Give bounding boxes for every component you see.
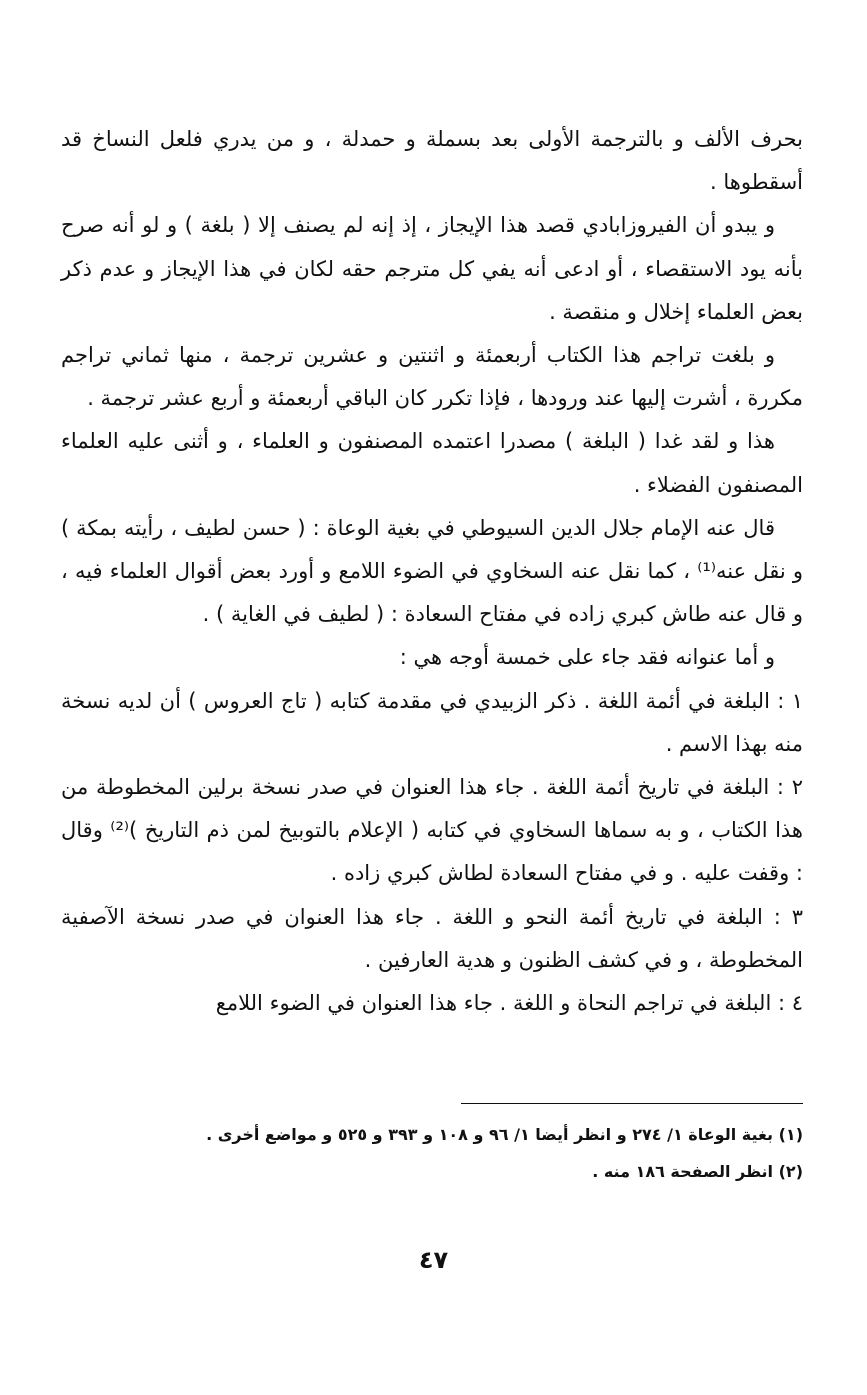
page-number: ٤٧ xyxy=(418,1246,449,1274)
footnote-2: (٢) انظر الصفحة ١٨٦ منه . xyxy=(592,1162,803,1181)
paragraph-title-intro: و أما عنوانه فقد جاء على خمسة أوجه هي : xyxy=(399,645,775,670)
footnote-divider xyxy=(461,1103,803,1104)
paragraph-reception: هذا و لقد غدا ( البلغة ) مصدرا اعتمده المصنفون و العلماء ، و أثنى عليه العلماء المصنفون الفضلاء . xyxy=(61,429,803,497)
footnote-1: (١) بغية الوعاة ١/ ٢٧٤ و انظر أيضا ١/ ٩٦ و ١٠٨ و ٣٩٣ و ٥٢٥ و مواضع أخرى . xyxy=(206,1125,803,1144)
list-item-title-2: ٢ : البلغة في تاريخ أئمة اللغة . جاء هذا العنوان في صدر نسخة برلين المخطوطة من هذا الكتاب ، و به سماها السخاوي في كتابه ( الإعلام بالتوبيخ لمن ذم التاريخ )⁽²⁾ وقال : وقفت عليه . و في مفتاح السعادة لطاش كبري زاده . xyxy=(61,775,803,886)
list-item-title-4: ٤ : البلغة في تراجم النحاة و اللغة . جاء هذا العنوان في الضوء اللامع xyxy=(215,991,803,1016)
body-text xyxy=(61,118,803,1025)
list-item-title-1: ١ : البلغة في أئمة اللغة . ذكر الزبيدي في مقدمة كتابه ( تاج العروس ) أن لديه نسخة منه بهذا الاسم . xyxy=(61,688,803,756)
paragraph-fairuzabadi-brevity: و يبدو أن الفيروزابادي قصد هذا الإيجاز ، إذ إنه لم يصنف إلا ( بلغة ) و لو أنه صرح بأنه يود الاستقصاء ، أو ادعى أنه يفي كل مترجم حقه لكان في هذا الإيجاز و عدم ذكر بعض العلماء إخلال و منقصة . xyxy=(61,213,803,324)
footnotes xyxy=(61,1116,803,1190)
list-item-title-3: ٣ : البلغة في تاريخ أئمة النحو و اللغة . جاء هذا العنوان في صدر نسخة الآصفية المخطوطة ، و في كشف الظنون و هدية العارفين . xyxy=(61,904,803,972)
paragraph-suyuti-quote: قال عنه الإمام جلال الدين السيوطي في بغية الوعاة : ( حسن لطيف ، رأيته بمكة ) و نقل عنه⁽¹⁾ ، كما نقل عنه السخاوي في الضوء اللامع و أورد بعض أقوال العلماء فيه ، و قال عنه طاش كبري زاده في مفتاح السعادة : ( لطيف في الغاية ) . xyxy=(61,515,803,627)
paragraph-biography-count: و بلغت تراجم هذا الكتاب أربعمئة و اثنتين و عشرين ترجمة ، منها ثماني تراجم مكررة ، أشرت إليها عند ورودها ، فإذا تكرر كان الباقي أربعمئة و أربع عشر ترجمة . xyxy=(61,343,803,411)
paragraph-continuation: بحرف الألف و بالترجمة الأولى بعد بسملة و حمدلة ، و من يدري فلعل النساخ قد أسقطوها . xyxy=(61,127,803,195)
